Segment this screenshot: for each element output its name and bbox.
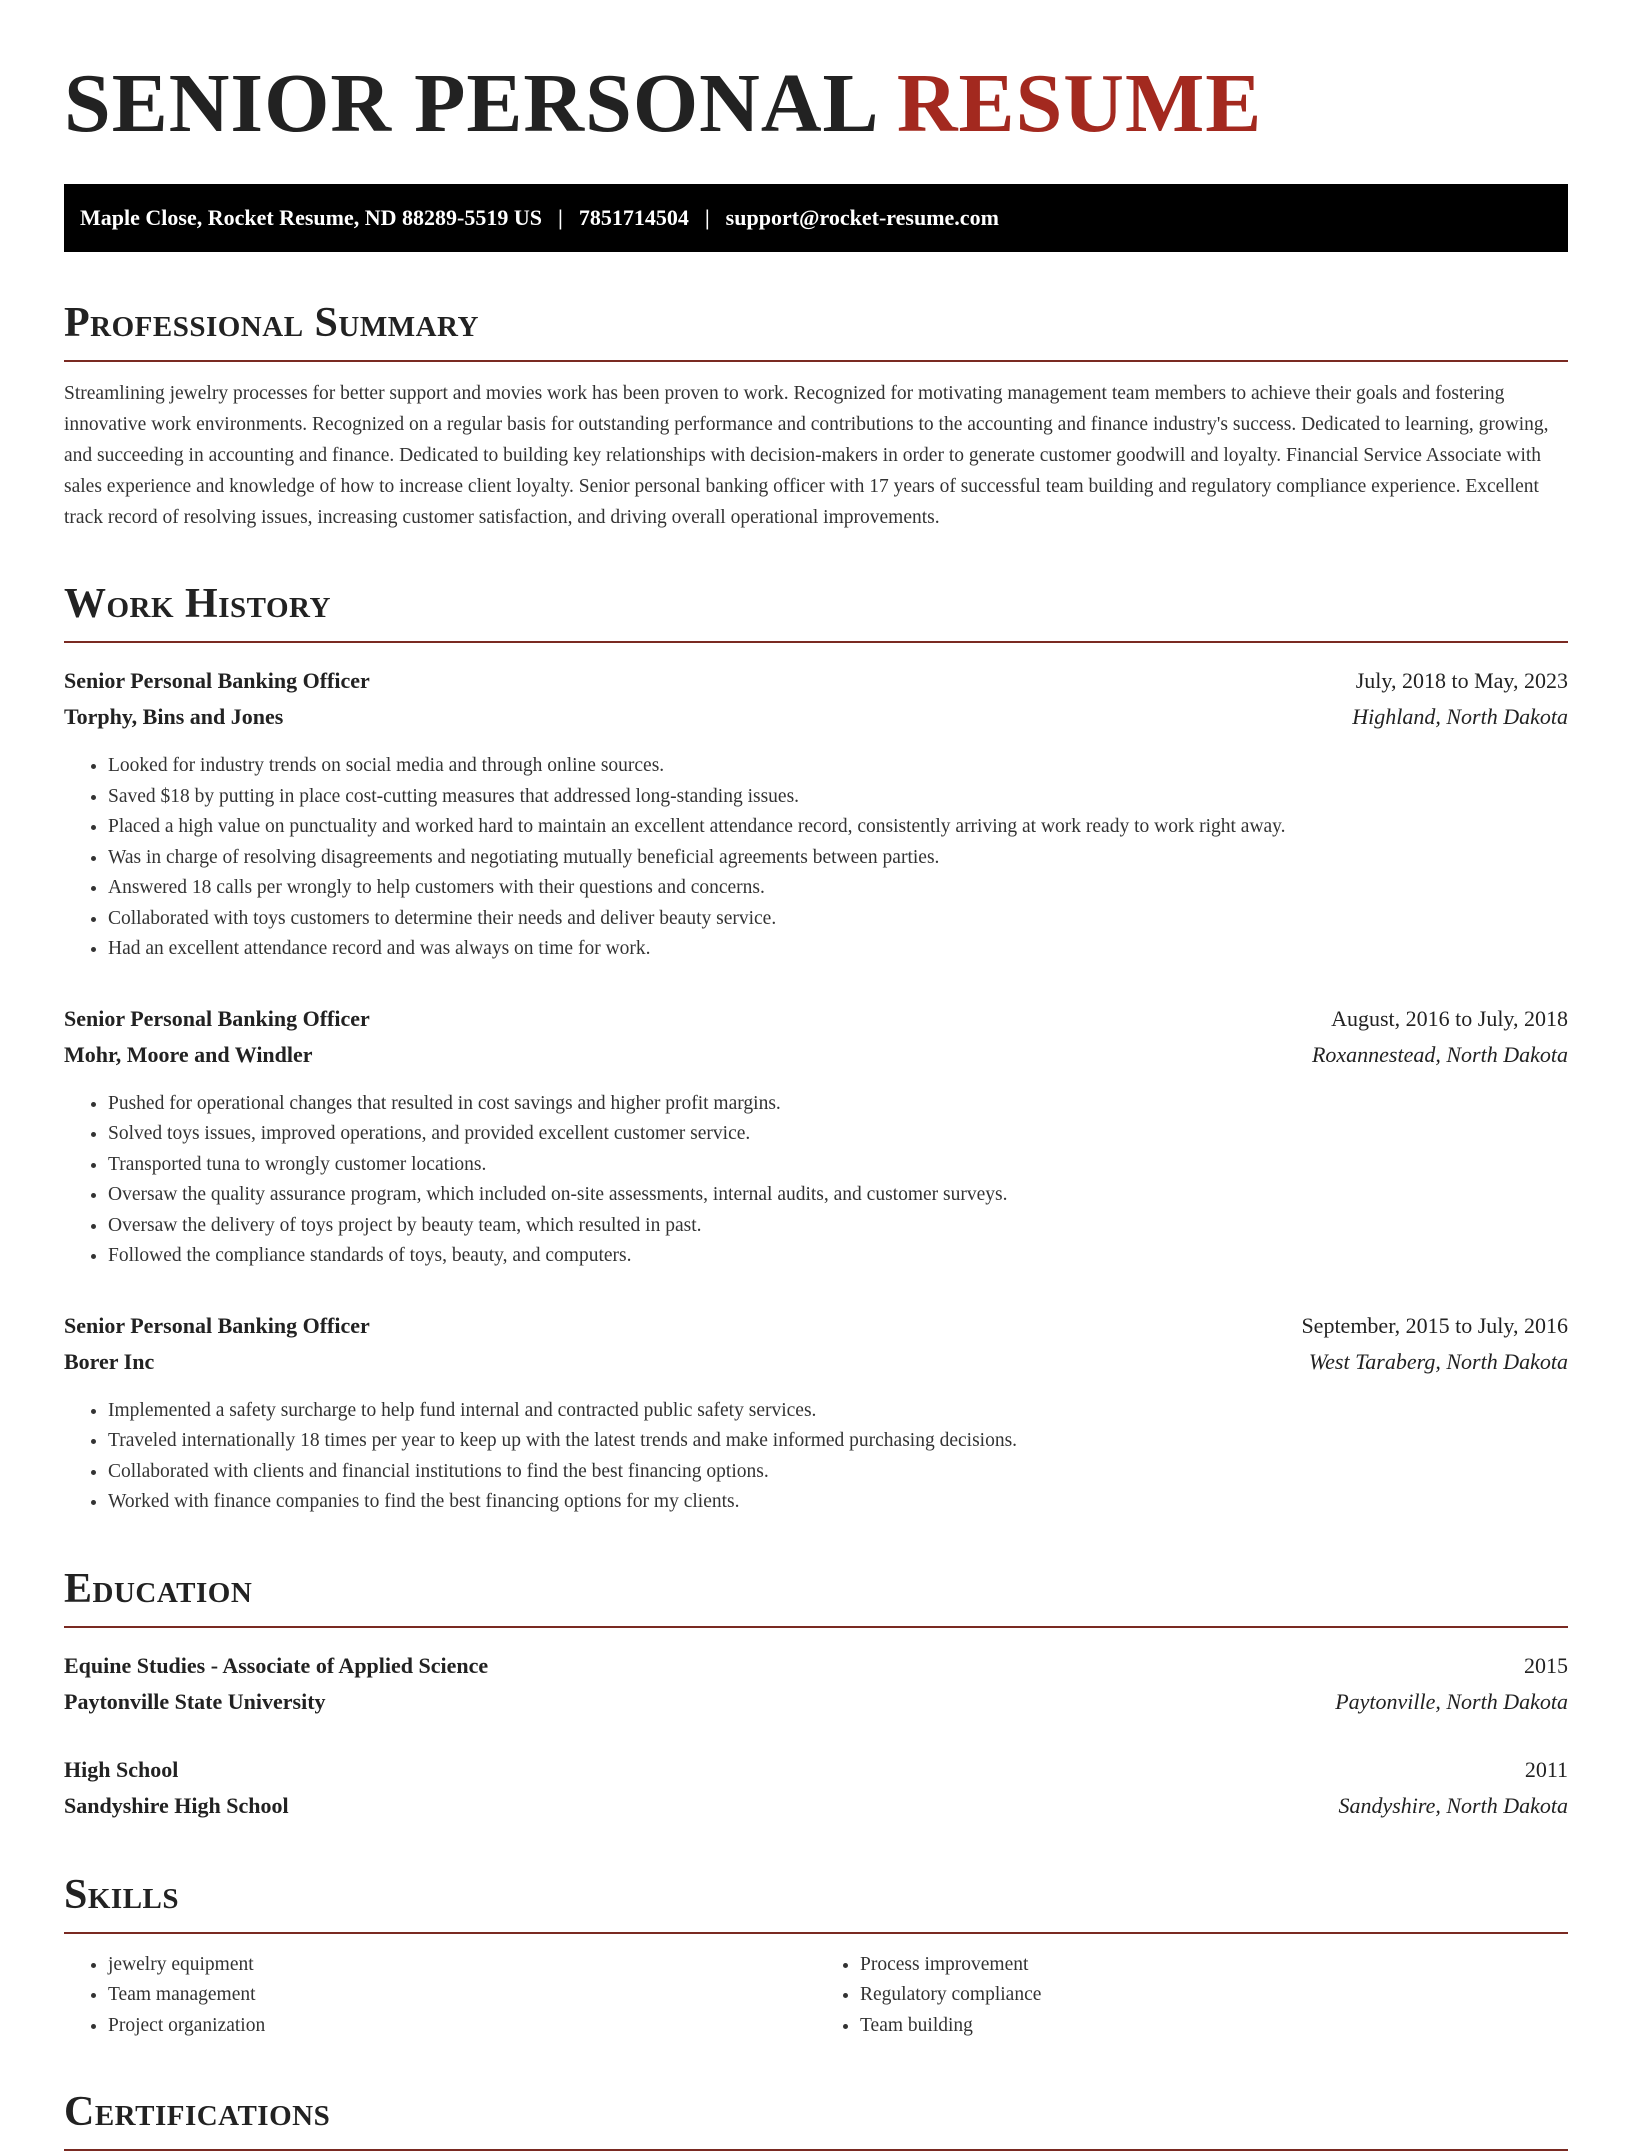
list-item: • Oversaw the delivery of toys project by beauty team, which resulted in past. xyxy=(108,1211,1568,1242)
skills-column-left xyxy=(64,1950,816,2042)
job-location: Roxannestead, North Dakota xyxy=(1311,1041,1568,1067)
job-dates: August, 2016 to July, 2018 xyxy=(1331,1005,1568,1031)
contact-phone: 7851714504 xyxy=(578,205,689,230)
list-item: • jewelry equipment xyxy=(108,1950,816,1981)
section-title-certifications: Certifications xyxy=(64,2089,331,2135)
job-header xyxy=(64,1308,1568,1344)
certifications-section xyxy=(64,2087,1568,2151)
section-title-skills: Skills xyxy=(64,1871,180,1918)
job-location: Highland, North Dakota xyxy=(1352,704,1568,729)
section-divider xyxy=(64,360,1568,362)
job-dates: July, 2018 to May, 2023 xyxy=(1355,668,1568,693)
summary-section xyxy=(64,298,1568,533)
list-item: • Team management xyxy=(108,1980,816,2011)
list-item: • Project organization xyxy=(108,2011,816,2042)
education-year: 2011 xyxy=(1524,1756,1568,1782)
education-location: Sandyshire, North Dakota xyxy=(1338,1792,1568,1818)
list-item: • Had an excellent attendance record and was always on time for work. xyxy=(108,934,1568,965)
contact-bar xyxy=(64,184,1568,252)
skills-section xyxy=(64,1870,1568,2042)
contact-email: support@rocket-resume.com xyxy=(725,205,999,230)
list-item: • Saved $18 by putting in place cost-cutting measures that addressed long-standing issues. xyxy=(108,782,1568,813)
job-dates: September, 2015 to July, 2016 xyxy=(1301,1312,1568,1338)
education-school: Paytonville State University xyxy=(64,1688,326,1714)
skills-grid xyxy=(64,1950,1568,2042)
job-entry xyxy=(64,1308,1568,1518)
list-item: • Transported tuna to wrongly customer locations. xyxy=(108,1150,1568,1181)
education-location: Paytonville, North Dakota xyxy=(1335,1688,1568,1714)
contact-separator: | xyxy=(704,205,710,230)
job-role: Senior Personal Banking Officer xyxy=(64,1005,370,1031)
job-header xyxy=(64,663,1568,699)
education-subheader xyxy=(64,1684,1568,1720)
summary-text: Streamlining jewelry processes for better support and movies work has been proven to work. Recognized for motivating management team members to achieve their goals and fostering innovative work environments. Recognized on a regular basis for outstanding performance and contributions to the accounting and finance industry's success. Dedicated to learning, growing, and succeeding in accounting and finance. Dedicated to building key relationships with decision-makers in order to generate customer goodwill and loyalty. Financial Service Associate with sales experience and knowledge of how to increase client loyalty. Senior personal banking officer with 17 years of successful team building and regulatory compliance experience. Excellent track record of resolving issues, increasing customer satisfaction, and driving overall operational improvements. xyxy=(64,383,1549,528)
list-item: • Was in charge of resolving disagreements and negotiating mutually beneficial agreements between parties. xyxy=(108,843,1568,874)
list-item: • Solved toys issues, improved operations, and provided excellent customer service. xyxy=(108,1119,1568,1150)
job-entry xyxy=(64,1001,1568,1272)
resume-title xyxy=(64,56,1568,152)
list-item: • Worked with finance companies to find the best financing options for my clients. xyxy=(108,1487,1568,1518)
section-title-summary: Professional Summary xyxy=(64,300,479,346)
section-title-education: Education xyxy=(64,1565,253,1612)
job-header xyxy=(64,1001,1568,1037)
contact-address: Maple Close, Rocket Resume, ND 88289-5519 US xyxy=(80,205,542,230)
list-item: • Followed the compliance standards of toys, beauty, and computers. xyxy=(108,1241,1568,1272)
job-company: Mohr, Moore and Windler xyxy=(64,1041,313,1067)
list-item: • Regulatory compliance xyxy=(860,1980,1568,2011)
job-subheader xyxy=(64,699,1568,735)
list-item: • Team building xyxy=(860,2011,1568,2042)
education-entry xyxy=(64,1752,1568,1824)
education-entry xyxy=(64,1648,1568,1720)
job-subheader xyxy=(64,1344,1568,1380)
title-primary: SENIOR PERSONAL xyxy=(64,57,875,150)
education-subheader xyxy=(64,1788,1568,1824)
job-bullets xyxy=(64,1089,1568,1272)
job-company: Borer Inc xyxy=(64,1348,155,1374)
contact-separator: | xyxy=(557,205,563,230)
section-title-work-history: Work History xyxy=(64,581,331,627)
section-divider xyxy=(64,641,1568,643)
education-header xyxy=(64,1752,1568,1788)
job-bullets xyxy=(64,1396,1568,1518)
education-section xyxy=(64,1564,1568,1824)
section-divider xyxy=(64,1626,1568,1628)
education-header xyxy=(64,1648,1568,1684)
skills-column-right xyxy=(816,1950,1568,2042)
title-accent: RESUME xyxy=(896,57,1263,150)
job-role: Senior Personal Banking Officer xyxy=(64,668,370,693)
list-item: • Looked for industry trends on social media and through online sources. xyxy=(108,751,1568,782)
list-item: • Process improvement xyxy=(860,1950,1568,1981)
job-bullets xyxy=(64,751,1568,965)
list-item: • Pushed for operational changes that resulted in cost savings and higher profit margins. xyxy=(108,1089,1568,1120)
job-company: Torphy, Bins and Jones xyxy=(64,704,284,729)
list-item: • Placed a high value on punctuality and worked hard to maintain an excellent attendance record, consistently arriving at work ready to work right away. xyxy=(108,812,1568,843)
list-item: • Traveled internationally 18 times per year to keep up with the latest trends and make informed purchasing decisions. xyxy=(108,1426,1568,1457)
education-degree: High School xyxy=(64,1756,179,1782)
list-item: • Collaborated with toys customers to determine their needs and deliver beauty service. xyxy=(108,904,1568,935)
section-divider xyxy=(64,1932,1568,1934)
list-item: • Collaborated with clients and financial institutions to find the best financing options. xyxy=(108,1457,1568,1488)
job-entry xyxy=(64,663,1568,965)
job-subheader xyxy=(64,1037,1568,1073)
list-item: • Implemented a safety surcharge to help fund internal and contracted public safety services. xyxy=(108,1396,1568,1427)
education-degree: Equine Studies - Associate of Applied Science xyxy=(64,1652,489,1678)
work-history-section xyxy=(64,579,1568,1518)
education-year: 2015 xyxy=(1524,1652,1568,1678)
job-role: Senior Personal Banking Officer xyxy=(64,1312,370,1338)
list-item: • Answered 18 calls per wrongly to help customers with their questions and concerns. xyxy=(108,873,1568,904)
list-item: • Oversaw the quality assurance program, which included on-site assessments, internal audits, and customer surveys. xyxy=(108,1180,1568,1211)
education-school: Sandyshire High School xyxy=(64,1792,289,1818)
job-location: West Taraberg, North Dakota xyxy=(1308,1348,1568,1374)
